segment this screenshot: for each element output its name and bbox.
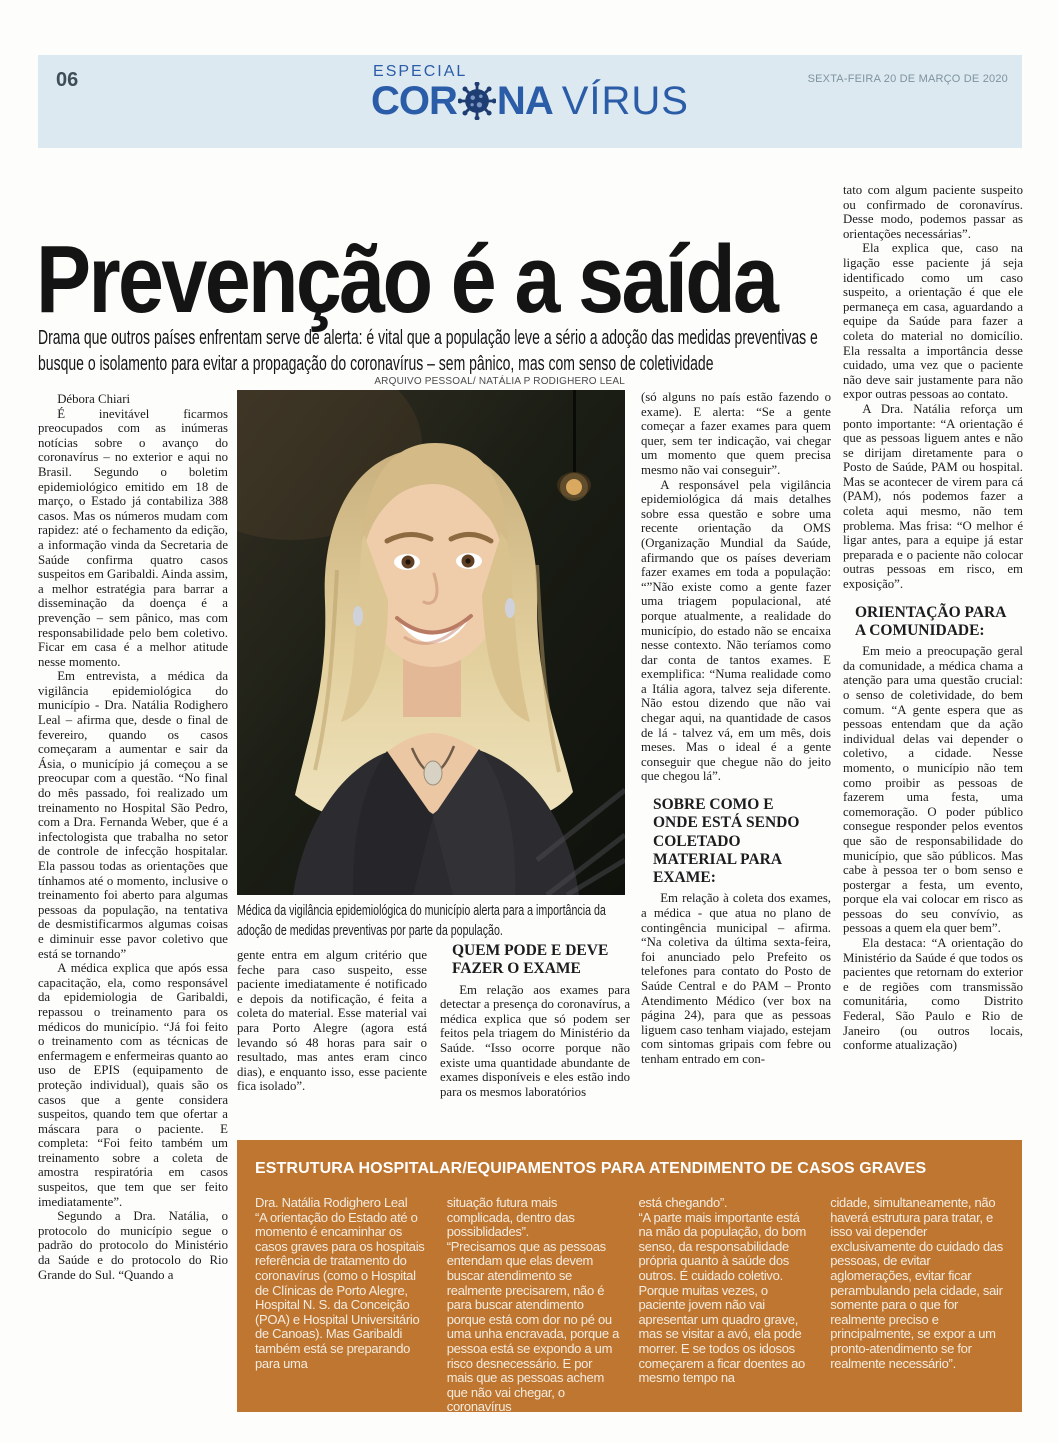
paragraph: Dra. Natália Rodighero Leal <box>255 1195 408 1210</box>
body-column-3 <box>440 942 630 1099</box>
paragraph: Em relação à coleta dos exames, a médica - que atua no plano de contingência municipal – afirma. “Na coletiva da última sexta-feira, foi anunciado pelo Prefeito os telefones para contato do Posto de Saúde Central e do PAM – Pronto Atendimento Médico (ver box na página 24), para que as pessoas liguem caso tenham viajado, estejam com sintomas gripais com febre ou tenham entrado em con- <box>641 891 831 1066</box>
column-1-paragraphs <box>38 407 228 1283</box>
virus-icon <box>458 82 496 120</box>
paragraph: “Precisamos que as pessoas entendam que elas devem buscar atendimento se realmente precisarem, não é para buscar atendimento porque está com dor no pé ou uma unha encravada, porque a pessoa está se expondo a um risco desnecessário. E por mais que as pessoas achem que não vai chegar, o coronavírus <box>446 1238 620 1415</box>
edition-date: SEXTA-FEIRA 20 DE MARÇO DE 2020 <box>807 73 1008 85</box>
section-heading-exame: QUEM PODE E DEVE FAZER O EXAME <box>452 942 609 978</box>
page-number: 06 <box>56 69 79 91</box>
paragraph: Ela explica que, caso na ligação esse paciente já seja identificado como um caso suspeito, a orientação é que ele permaneça em casa, aguardando a equipe da Saúde para fazer a coleta do material no domicílio. Ela ressalta a importância desse cuidado, uma vez que o paciente não deve sair justamente para não expor outras pessoas ao contato. <box>843 241 1023 402</box>
body-column-4 <box>641 390 831 1067</box>
paragraph: Em entrevista, a médica da vigilância epidemiológica do município - Dra. Natália Rodighero Leal – afirma que, desde o final de fevereiro, quando os casos começaram a aumentar e sair da Ásia, o município já começou a se preocupar com a questão. “No final do mês passado, foi realizado um treinamento no Hospital São Pedro, com a Dra. Fernanda Weber, que é a infectologista que trabalha no setor de controle de infecção hospitalar. Ela passou todas as orientações que tínhamos até o momento, inclusive o treinamento foi aberto para algumas pessoas da população, na tentativa de desmistificarmos algumas coisas e diminuir esse pavor coletivo que está se tornando” <box>38 669 228 961</box>
paragraph: (só alguns no país estão fazendo o exame). E alerta: “Se a gente começar a fazer exames para quem quer, sem ter indicação, vai chegar um momento que quem precisa mesmo não vai conseguir”. <box>641 390 831 477</box>
paragraph: gente entra em algum critério que feche para caso suspeito, esse paciente imediatamente é notificado e depois da notificação, é feita a coleta do material. Esse material vai para Porto Alegre (agora está levando só 48 horas para sair o resultado, mas antes eram cinco dias), e enquanto isso, esse paciente fica isolado”. <box>237 948 427 1094</box>
deck: Drama que outros países enfrentam serve de alerta: é vital que a população leve a sério a adoção das medidas preventivas e busque o isolamento para evitar a propagação do coronavírus – sem pânico, mas com senso de coletividade <box>38 327 818 376</box>
paragraph: Em relação aos exames para detectar a presença do coronavírus, a médica explica que só podem ser feitos pela triagem do Ministério da Saúde. “Isso ocorre porque não existe uma quantidade abundante de exames disponíveis e eles estão indo para os mesmos laboratórios <box>440 982 630 1099</box>
paragraph: “A orientação do Estado até o momento é encaminhar os casos graves para os hospitais referência de tratamento do coronavírus (como o Hospital de Clínicas de Porto Alegre, Hospital N. S. da Conceição (POA) e Hospital Universitário de Canoas). Mas Garibaldi também está se preparando para uma <box>255 1209 425 1371</box>
masthead-title-left: COR <box>371 79 457 123</box>
info-box-column-1 <box>255 1196 429 1415</box>
info-box-column-4 <box>830 1196 1004 1415</box>
masthead-kicker: ESPECIAL <box>373 63 468 80</box>
paragraph: A responsável pela vigilância epidemiológica dá mais detalhes sobre essa questão e sobre uma recente orientação da OMS (Organização Mundial da Saúde, afirmando que os países deveriam fazer exames em toda a população: “”Não existe como a gente fazer uma triagem populacional, até porque atualmente, a realidade do município, do estado não se encaixa nesse contexto. Não teríamos como dar conta de tantos exames. E exemplifica: “Numa realidade como a Itália agora, talvez seja diferente. Não estou dizendo que não vai chegar aqui, na quantidade de casos de lá - talvez vá, em um mês, dois meses. Mas o ideal é a gente conseguir que chegue não do jeito que chegou lá”. <box>641 477 831 784</box>
body-column-1 <box>38 392 228 1282</box>
masthead-title-virus-word: VÍRUS <box>561 79 689 123</box>
section-heading-coleta: SOBRE COMO E ONDE ESTÁ SENDO COLETADO MATERIAL PARA EXAME: <box>653 796 800 887</box>
doctor-photo <box>237 390 625 895</box>
paragraph: Em meio a preocupação geral da comunidade, a médica chama a atenção para uma questão crucial: o senso de coletividade, do bem comum. “A gente espera que as pessoas entendam que da ação individual delas vai depender o coletivo, a cidade. Nesse momento, o município não tem como proibir as pessoas de fazerem uma festa, uma comemoração. O poder público consegue responder pelos eventos que são de responsabilidade do município, que são públicos. Mas cabe à pessoa ter o bom senso e postergar a festa, um evento, porque ela vai colocar em risco as pessoas do seu convívio, as pessoas a quem ela quer bem”. <box>843 644 1023 936</box>
photo-credit: ARQUIVO PESSOAL/ NATÁLIA P RODIGHERO LEAL <box>374 376 625 387</box>
masthead-title <box>371 81 689 121</box>
paragraph: A Dra. Natália reforça um ponto importante: “A orientação é que as pessoas liguem antes e não se dirijam diretamente para o Posto de Saúde, PAM ou hospital. Mas se acontecer de virem para cá (PAM), nós podemos fazer a coleta aqui mesmo, não tem problema. Mas frisa: “O melhor é ligar antes, para a equipe já estar preparada e o paciente não colocar outras pessoas em risco, em exposição”. <box>843 401 1023 592</box>
body-column-2 <box>237 948 427 1094</box>
photo-caption: Médica da vigilância epidemiológica do município alerta para a importância da adoção de medidas preventivas por parte da população. <box>237 902 606 939</box>
column-3-paragraphs <box>440 983 630 1100</box>
masthead-title-right: NA <box>496 79 553 123</box>
photo-figure <box>237 376 625 941</box>
paragraph: Ela destaca: “A orientação do Ministério da Saúde é que todos os pacientes que retornam do exterior e de regiões com transmissão comunitária, como Distrito Federal, São Paulo e Rio de Janeiro (ou outros locais, conforme atualização) <box>843 936 1023 1053</box>
paragraph: Segundo a Dra. Natália, o protocolo do município segue o padrão do protocolo do Ministério da Saúde e do protocolo do Rio Grande do Sul. “Quando a <box>38 1209 228 1282</box>
headline: Prevenção é a saída <box>36 226 777 334</box>
info-box-column-2 <box>447 1196 621 1415</box>
column-5-paragraphs-b <box>843 644 1023 1053</box>
header-band <box>38 55 1022 148</box>
column-2-paragraphs <box>237 948 427 1094</box>
column-4-paragraphs-a <box>641 390 831 784</box>
paragraph: A médica explica que após essa capacitação, ela, como responsável da epidemiologia de Garibaldi, repassou o treinamento para os médicos do município. “Já foi feito o treinamento com as técnicas de enfermagem e enfermeiras quanto ao uso de EPIS (equipamento de proteção individual), quais são os casos que a gente considera suspeitos, quando tem que ofertar a máscara para o paciente. E completa: “Foi feito também um treinamento sobre a coleta de amostra respiratória em casos suspeitos, que tem que ser feito imediatamente”. <box>38 961 228 1209</box>
masthead <box>371 63 689 121</box>
info-box <box>237 1140 1022 1415</box>
paragraph: situação futura mais complicada, dentro das possiblidades”. <box>446 1195 575 1240</box>
byline: Débora Chiari <box>57 392 131 406</box>
column-4-paragraphs-b <box>641 891 831 1066</box>
info-box-columns <box>255 1196 1004 1415</box>
paragraph: É inevitável ficarmos preocupados com as inúmeras notícias sobre o avanço do coronavírus – no exterior e aqui no Brasil. Segundo o boletim epidemiológico emitido em 18 de março, o Estado já contabiliza 388 casos. Mas os números mudam com rapidez: até o fechamento da edição, a informação vinda da Secretaria de Saúde confirma quatro casos suspeitos em Garibaldi. Ainda assim, a melhor estratégia para barrar a disseminação da doença é a prevenção – sem pânico, mas com responsabilidade pelo bem coletivo. Ficar em casa é a melhor atitude nesse momento. <box>38 406 228 669</box>
section-heading-comunidade: ORIENTAÇÃO PARA A COMUNIDADE: <box>855 603 1006 639</box>
info-box-title: ESTRUTURA HOSPITALAR/EQUIPAMENTOS PARA ATENDIMENTO DE CASOS GRAVES <box>255 1160 927 1177</box>
info-box-column-3 <box>639 1196 813 1415</box>
paragraph: está chegando”. <box>638 1195 728 1210</box>
body-column-5 <box>843 183 1023 1053</box>
paragraph: “A parte mais importante está na mão da população, do bom senso, da responsabilidade própria quanto à saúde dos outros. É cuidado coletivo. Porque muitas vezes, o paciente jovem não vai apresentar um quadro grave, mas se visitar a avó, ela pode morrer. E se todos os idosos começarem a ficar doentes ao mesmo tempo na <box>638 1209 807 1386</box>
paragraph: tato com algum paciente suspeito ou confirmado de coronavírus. Desse modo, podemos passar as orientações necessárias”. <box>843 183 1023 241</box>
paragraph: cidade, simultaneamente, não haverá estrutura para tratar, e isso vai depender exclusivamente do cuidado das pessoas, de evitar aglomerações, evitar ficar perambulando pela cidade, sair somente para o que for realmente preciso e principalmente, se expor a um pronto-atendimento se for realmente necessário”. <box>830 1195 1003 1371</box>
column-5-paragraphs-a <box>843 183 1023 592</box>
